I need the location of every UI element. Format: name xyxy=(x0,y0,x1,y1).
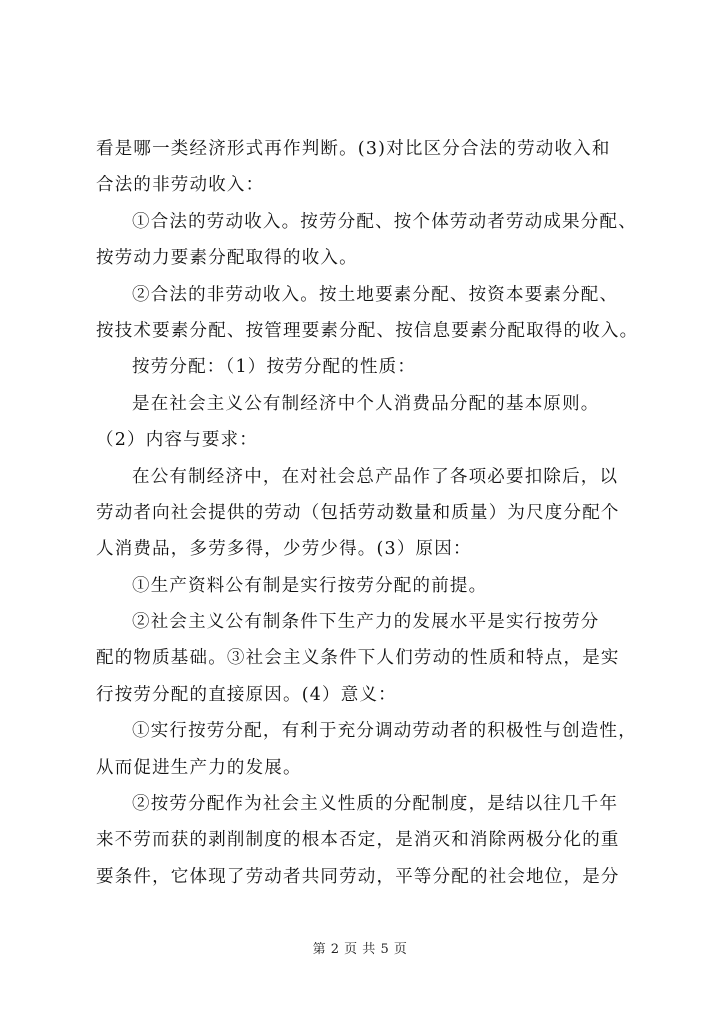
body-line-17: ①实行按劳分配，有利于充分调动劳动者的积极性与创造性， xyxy=(132,721,637,742)
body-line-8: 是在社会主义公有制经济中个人消费品分配的基本原则。 xyxy=(132,393,600,414)
body-line-10: 在公有制经济中，在对社会总产品作了各项必要扣除后，以 xyxy=(132,466,619,487)
body-line-18: 从而促进生产力的发展。 xyxy=(96,757,302,778)
document-body xyxy=(96,131,644,895)
body-line-21: 要条件，它体现了劳动者共同劳动，平等分配的社会地位，是分 xyxy=(96,866,620,887)
body-line-9: （2）内容与要求： xyxy=(96,430,258,451)
body-line-15: 配的物质基础。③社会主义条件下人们劳动的性质和特点，是实 xyxy=(96,648,620,669)
body-line-19: ②按劳分配作为社会主义性质的分配制度，是结以往几千年 xyxy=(132,794,619,815)
body-line-1: 看是哪一类经济形式再作判断。(3)对比区分合法的劳动收入和 xyxy=(96,139,611,159)
body-line-20: 来不劳而获的剥削制度的根本否定，是消灭和消除两极分化的重 xyxy=(96,830,620,851)
body-line-12: 人消费品，多劳多得，少劳少得。(3）原因： xyxy=(96,539,472,560)
body-line-14: ②社会主义公有制条件下生产力的发展水平是实行按劳分 xyxy=(132,612,600,633)
body-line-2: 合法的非劳动收入： xyxy=(96,175,265,196)
body-line-4: 按劳动力要素分配取得的收入。 xyxy=(96,248,358,269)
body-line-5: ②合法的非劳动收入。按土地要素分配、按资本要素分配、 xyxy=(132,284,619,305)
body-line-16: 行按劳分配的直接原因。(4）意义： xyxy=(96,684,397,705)
body-line-3: ①合法的劳动收入。按劳分配、按个体劳动者劳动成果分配、 xyxy=(132,211,637,232)
body-line-13: ①生产资料公有制是实行按劳分配的前提。 xyxy=(132,575,488,596)
body-line-6: 按技术要素分配、按管理要素分配、按信息要素分配取得的收入。 xyxy=(96,320,639,341)
body-line-11: 劳动者向社会提供的劳动（包括劳动数量和质量）为尺度分配个 xyxy=(96,502,620,523)
page-number-footer: 第 2 页 共 5 页 xyxy=(312,942,408,957)
body-line-7: 按劳分配：（1）按劳分配的性质： xyxy=(132,357,417,378)
